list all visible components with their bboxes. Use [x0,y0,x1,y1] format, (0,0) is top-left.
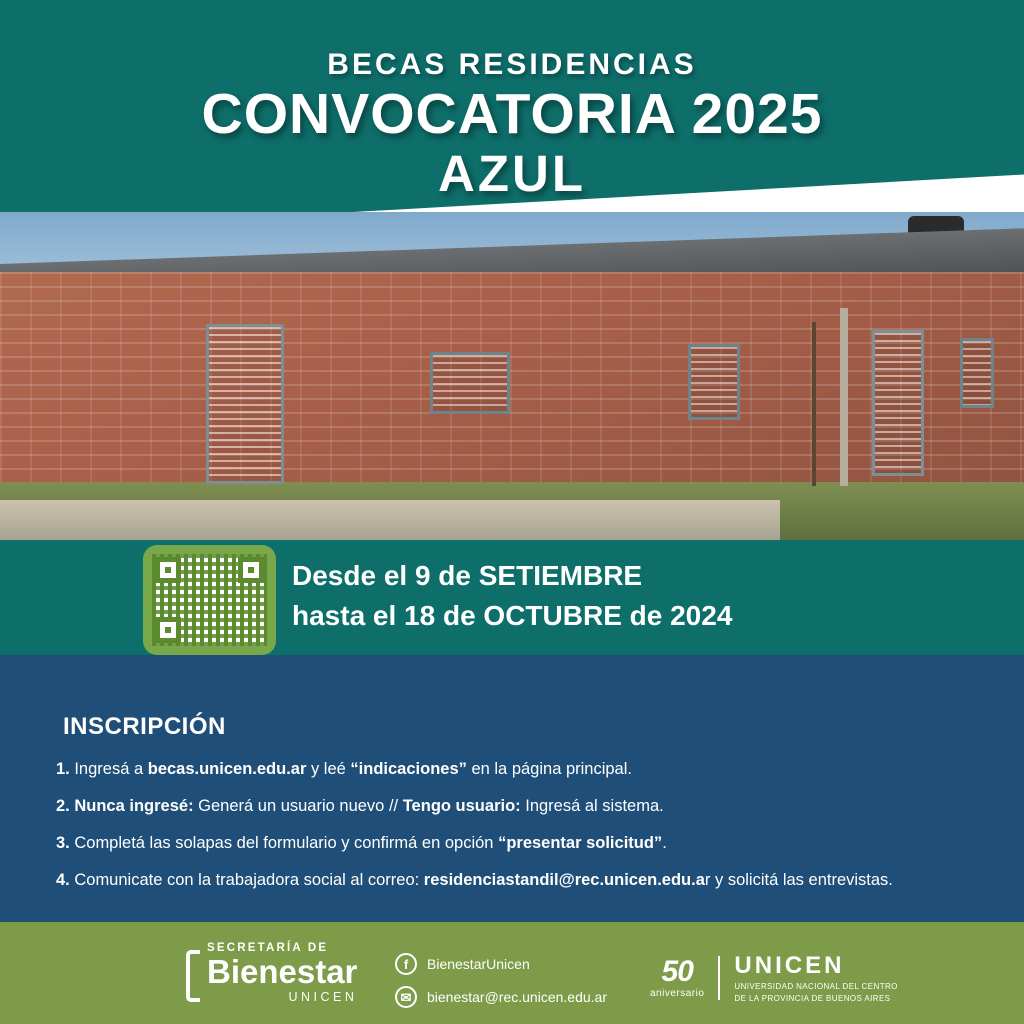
photo-window-2 [688,344,740,420]
inscription-step-text: r y solicitá las entrevistas. [704,870,893,889]
photo-window-1 [430,352,510,414]
dates-text [292,556,732,636]
inscription-step [56,869,996,893]
email-row[interactable] [395,986,607,1008]
anniversary-badge [650,957,704,999]
inscription-step-text: Ingresá a [69,760,148,778]
header-line-becas: BECAS RESIDENCIAS [327,48,697,81]
inscription-step-number: 4. [56,870,70,889]
photo-path [0,500,780,540]
logo-divider [718,956,720,1000]
dates-line-2: hasta el 18 de OCTUBRE de 2024 [292,599,733,631]
qr-eye-top-right [238,557,264,583]
inscription-step-text: Generá un usuario nuevo // [193,796,403,815]
inscription-step-emphasis: Nunca ingresé: [74,796,194,815]
anniversary-number: 50 [661,955,693,988]
bienestar-unicen-label: UNICEN [288,990,358,1004]
dates-line-1: Desde el 9 de SETIEMBRE [292,560,643,591]
bienestar-mark-icon [186,950,200,1002]
bienestar-label: Bienestar [207,953,358,990]
qr-eye-bottom-left [155,617,181,643]
qr-eye-top-left [155,557,181,583]
header-line-convocatoria: CONVOCATORIA 2025 [201,82,823,146]
inscription-title: INSCRIPCIÓN [63,713,226,740]
secretaria-label: SECRETARÍA DE [207,942,329,954]
inscription-step [56,832,996,856]
facebook-handle: BienestarUnicen [427,956,530,972]
footer-band [0,922,1024,1024]
inscription-steps [56,758,996,906]
photo-window-3 [960,338,994,408]
email-address: bienestar@rec.unicen.edu.ar [427,989,607,1005]
qr-code-pattern [152,554,267,646]
inscription-step-emphasis: “indicaciones” [350,760,467,778]
social-links [395,953,607,1019]
header-text [0,48,1024,200]
unicen-subtitle-2: DE LA PROVINCIA DE BUENOS AIRES [734,994,891,1003]
inscription-step-text: Completá las solapas del formulario y confirmá en opción [69,833,499,852]
bienestar-logo [186,942,357,1004]
unicen-logo-text [734,952,897,1004]
inscription-step-emphasis: residenciastandil@rec.unicen.edu.a [423,870,705,889]
header-line-azul: AZUL [438,144,586,202]
inscription-step [56,758,996,782]
residence-photo [0,212,1024,540]
inscription-step-emphasis: “presentar solicitud” [498,833,663,852]
inscription-step-text: Ingresá al sistema. [520,796,664,815]
unicen-subtitle-1: UNIVERSIDAD NACIONAL DEL CENTRO [734,982,898,991]
inscription-step [56,795,996,819]
photo-pole [840,308,848,486]
inscription-step-emphasis: becas.unicen.edu.ar [147,760,307,778]
envelope-icon: ✉ [395,986,417,1008]
inscription-step-emphasis: Tengo usuario: [402,796,521,815]
facebook-icon: f [395,953,417,975]
inscription-step-text: . [662,833,667,852]
unicen-name: UNICEN [734,952,845,979]
inscription-step-text: en la página principal. [466,760,632,778]
photo-door-1 [206,324,284,484]
inscription-step-number: 2. [56,796,70,815]
photo-tree [812,322,816,486]
unicen-logo [650,952,898,1004]
photo-door-2 [872,330,924,476]
anniversary-word: aniversario [650,988,705,999]
bienestar-logo-text [207,942,357,1004]
inscription-step-number: 1. [56,760,70,778]
inscription-step-text: y leé [306,760,351,778]
inscription-band [0,655,1024,922]
inscription-step-number: 3. [56,833,70,852]
header-slash-top [0,0,1024,2]
qr-code[interactable] [143,545,276,655]
facebook-row[interactable] [395,953,607,975]
inscription-step-text: Comunicate con la trabajadora social al correo: [69,870,424,889]
